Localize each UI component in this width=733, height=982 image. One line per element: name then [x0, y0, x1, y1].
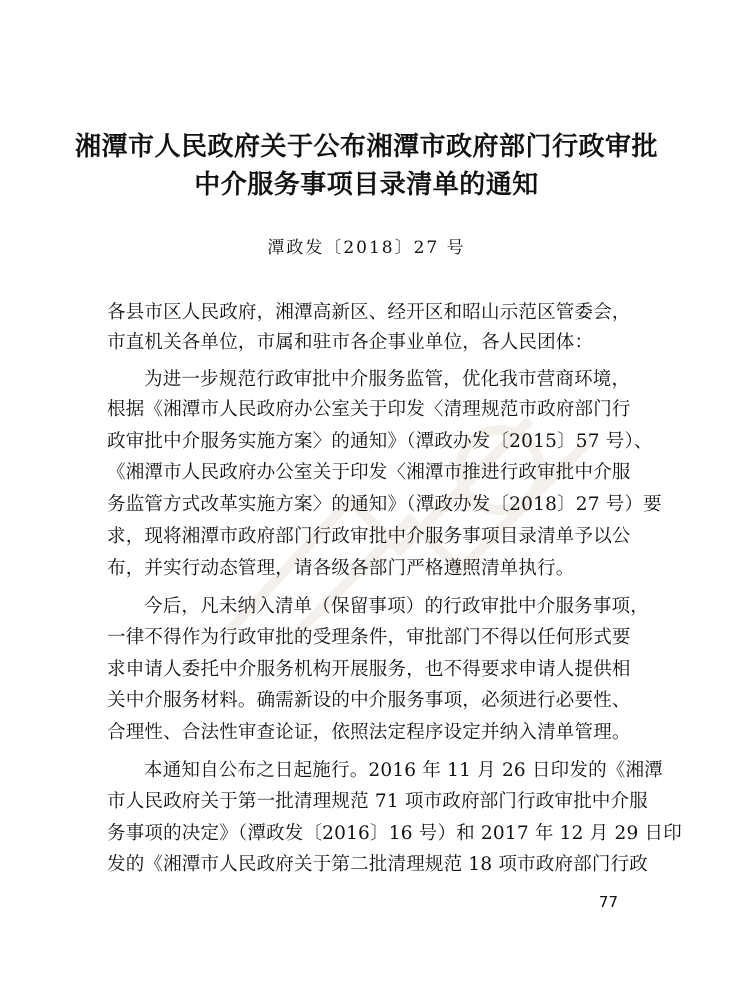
body-line: 政审批中介服务实施方案〉的通知》（潭政办发〔2015〕57 号）、 [107, 431, 653, 452]
document-number: 潭政发〔2018〕27 号 [267, 238, 466, 258]
body-line: 务监管方式改革实施方案〉的通知》（潭政办发〔2018〕27 号）要 [107, 494, 662, 515]
body-line: 本通知自公布之日起施行。2016 年 11 月 26 日印发的《湘潭 [144, 760, 663, 781]
body-line: 布，并实行动态管理，请各级各部门严格遵照清单执行。 [107, 558, 575, 579]
document-title-line2: 中介服务事项目录清单的通知 [194, 170, 539, 200]
body-line: 市人民政府关于第一批清理规范 71 项市政府部门行政审批中介服 [107, 791, 649, 812]
body-line: 求，现将湘潭市政府部门行政审批中介服务事项目录清单予以公 [107, 526, 631, 547]
body-line: 一律不得作为行政审批的受理条件，审批部门不得以任何形式要 [107, 627, 631, 648]
body-line: 各县市区人民政府，湘潭高新区、经开区和昭山示范区管委会， [107, 302, 631, 323]
body-line: 关中介服务材料。确需新设的中介服务事项，必须进行必要性、 [107, 690, 631, 711]
body-line: 《湘潭市人民政府办公室关于印发〈湘潭市推进行政审批中介服 [107, 462, 631, 483]
body-line: 发的《湘潭市人民政府关于第二批清理规范 18 项市政府部门行政 [107, 854, 649, 875]
body-line: 为进一步规范行政审批中介服务监管，优化我市营商环境， [144, 369, 631, 390]
body-line: 市直机关各单位，市属和驻市各企事业单位，各人民团体： [107, 332, 594, 353]
body-line: 根据《湘潭市人民政府办公室关于印发〈清理规范市政府部门行 [107, 399, 631, 420]
body-line: 求申请人委托中介服务机构开展服务，也不得要求申请人提供相 [107, 659, 631, 680]
body-line: 合理性、合法性审查论证，依照法定程序设定并纳入清单管理。 [107, 722, 631, 743]
body-line: 务事项的决定》（潭政发〔2016〕16 号）和 2017 年 12 月 29 日印 [107, 823, 682, 844]
page-number: 77 [598, 893, 618, 911]
document-title-line1: 湘潭市人民政府关于公布湘潭市政府部门行政审批 [74, 132, 658, 162]
body-line: 今后，凡未纳入清单（保留事项）的行政审批中介服务事项， [144, 596, 649, 617]
